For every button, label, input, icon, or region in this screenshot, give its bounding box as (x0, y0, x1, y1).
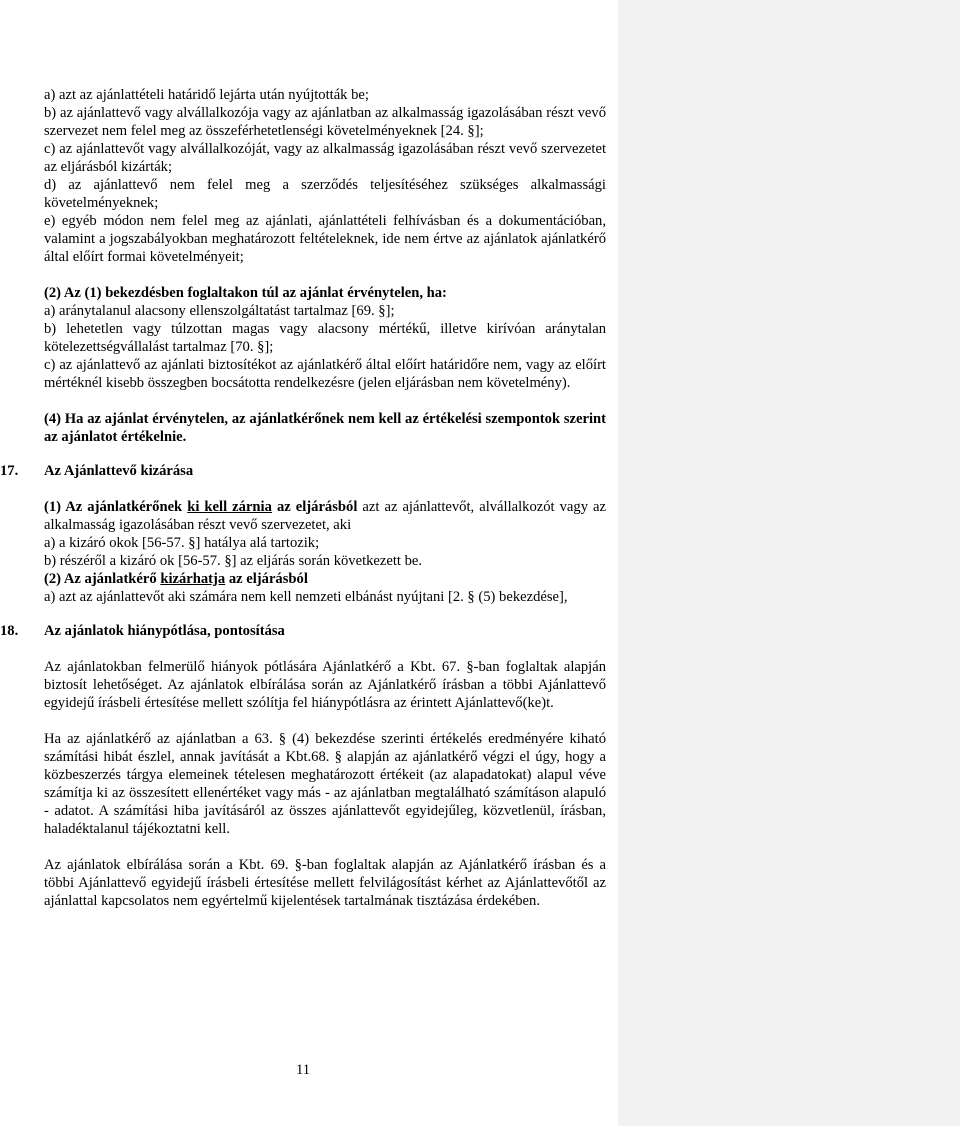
section-18-number: 18. (0, 623, 19, 639)
comment-margin-panel (618, 0, 960, 1126)
section-17-number: 17. (0, 463, 19, 479)
section-17-item-a: a) a kizáró okok [56-57. §] hatálya alá tartozik; (44, 535, 320, 551)
list-item-d: d) az ajánlattevő nem felel meg a szerződés teljesítéséhez szükséges alkalmassági követelményeknek; (44, 177, 606, 211)
section-17-paragraph-1: (1) Az ajánlatkérőnek ki kell zárnia az eljárásból azt az ajánlattevőt, alvállalkozót vagy az alkalmasság igazolásában részt vevő szervezetet, aki (44, 499, 606, 533)
section-17-title: Az Ajánlattevő kizárása (44, 463, 194, 479)
section-18-paragraph-3: Az ajánlatok elbírálása során a Kbt. 69. §-ban foglaltak alapján az Ajánlatkérő írásban és a többi Ajánlattevő egyidejű írásbeli értesítése mellett felvilágosítást kérhet az Ajánlattevőtől az ajánlattal kapcsolatos nem egyértelmű kijelentések tartalmának tisztázása érdekében. (44, 857, 606, 909)
section-17-item-b: b) részéről a kizáró ok [56-57. §] az eljárás során következett be. (44, 553, 423, 569)
list-item-a: a) azt az ajánlattételi határidő lejárta után nyújtották be; (44, 87, 369, 103)
paragraph-2-item-c: c) az ajánlattevő az ajánlati biztosítékot az ajánlatkérő által előírt határidőre nem, vagy az előírt mértéknél kisebb összegben bocsátotta rendelkezésre (jelen eljárásban nem követelmény). (44, 357, 606, 391)
list-item-c: c) az ajánlattevőt vagy alvállalkozóját, vagy az alkalmasság igazolásában részt vevő szervezetet az eljárásból kizárták; (44, 141, 606, 175)
paragraph-2-heading: (2) Az (1) bekezdésben foglaltakon túl az ajánlat érvénytelen, ha: (44, 285, 447, 301)
paragraph-4: (4) Ha az ajánlat érvénytelen, az ajánlatkérőnek nem kell az értékelési szempontok szerint az ajánlatot értékelnie. (44, 411, 606, 445)
paragraph-2-item-b: b) lehetetlen vagy túlzottan magas vagy alacsony mértékű, illetve kirívóan aránytalan kötelezettségvállalást tartalmaz [70. §]; (44, 321, 606, 355)
list-item-e: e) egyéb módon nem felel meg az ajánlati, ajánlattételi felhívásban és a dokumentációban, valamint a jogszabályokban meghatározott feltételeknek, ide nem értve az ajánlatok ajánlatkérő által előírt formai követelményeit; (44, 213, 606, 265)
section-18-title: Az ajánlatok hiánypótlása, pontosítása (44, 623, 285, 639)
page-number: 11 (295, 1062, 311, 1078)
list-item-b: b) az ajánlattevő vagy alvállalkozója vagy az ajánlatban az alkalmasság igazolásában részt vevő szervezet nem felel meg az összeférhetetlenségi követelményeknek [24. §]; (44, 105, 606, 139)
section-17-heading (0, 462, 606, 480)
section-17-paragraph-2: (2) Az ajánlatkérő kizárhatja az eljárásból (44, 571, 308, 587)
section-18-heading (0, 622, 606, 640)
section-18-paragraph-2: Ha az ajánlatkérő az ajánlatban a 63. § (4) bekezdése szerinti értékelés eredményére kiható számítási hibát észlel, annak javítását a Kbt.68. § alapján az ajánlatkérő végzi el úgy, hogy a közbeszerzés tárgya elemeinek tételesen meghatározott értékeit (az alapadatokat) alapul véve számítja ki az összesített ellenértéket vagy más - az ajánlatban megtalálható számításon alapuló - adatot. A számítási hiba javításáról az összes ajánlattevőt egyidejűleg, közvetlenül, írásban, haladéktalanul tájékoztatni kell. (44, 731, 606, 837)
section-17-paragraph-2-item-a: a) azt az ajánlattevőt aki számára nem kell nemzeti elbánást nyújtani [2. § (5) bekezdése], (44, 589, 568, 605)
section-18-paragraph-1: Az ajánlatokban felmerülő hiányok pótlására Ajánlatkérő a Kbt. 67. §-ban foglaltak alapján biztosít lehetőséget. Az ajánlatok elbírálása során az Ajánlatkérő írásban a többi Ajánlattevő egyidejű írásbeli értesítése mellett szólítja fel hiánypótlásra az érintett Ajánlattevő(ke)t. (44, 659, 606, 711)
paragraph-2-item-a: a) aránytalanul alacsony ellenszolgáltatást tartalmaz [69. §]; (44, 303, 395, 319)
document-body (0, 86, 606, 910)
